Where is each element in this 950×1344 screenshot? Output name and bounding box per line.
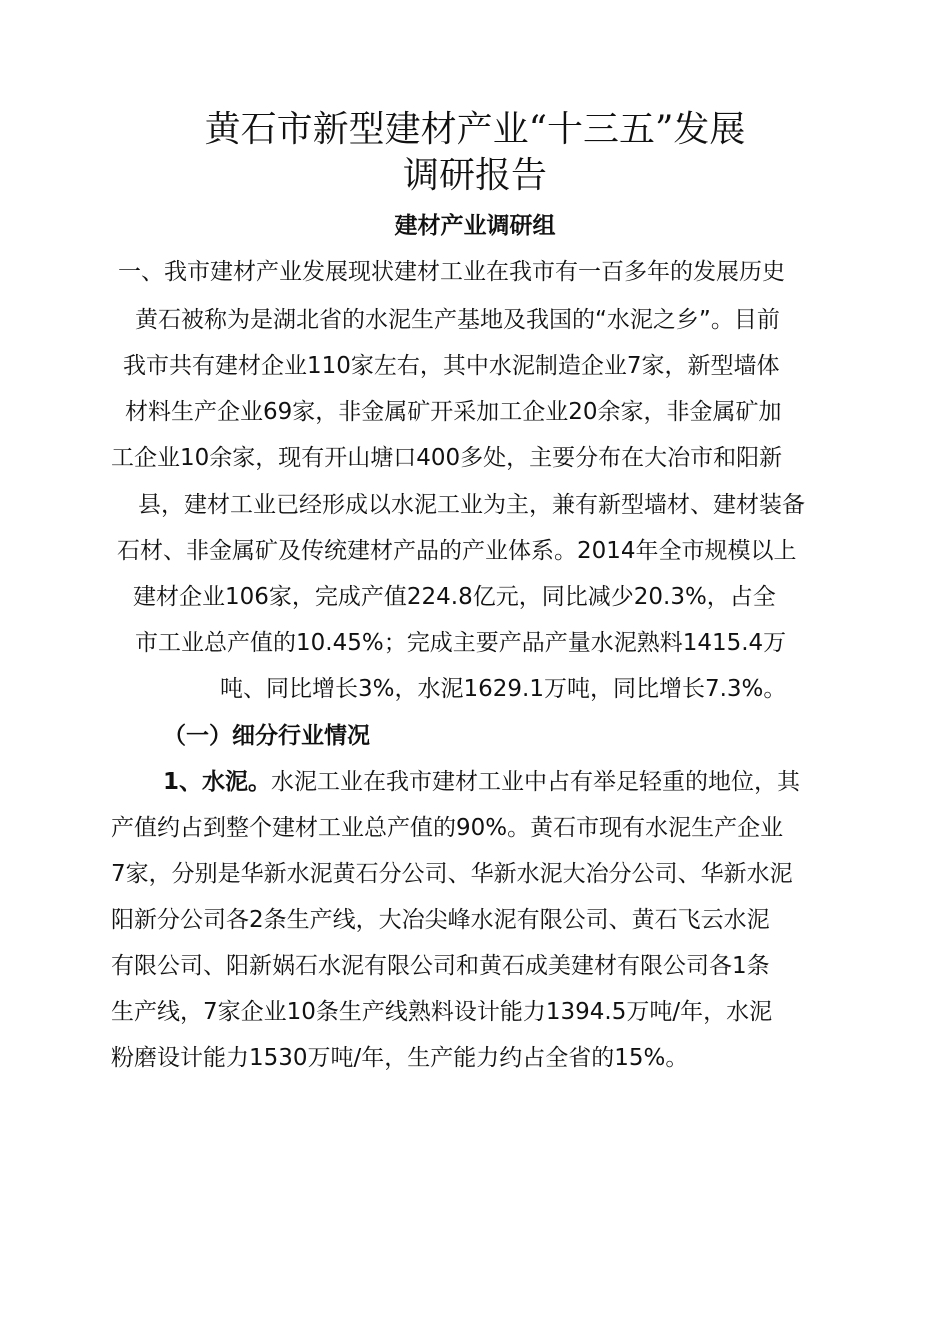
paragraph-line: 产值约占到整个建材工业总产值的90%。黄石市现有水泥生产企业 bbox=[111, 815, 784, 841]
paragraph-line: 生产线，7家企业10条生产线熟料设计能力1394.5万吨/年，水泥 bbox=[111, 999, 773, 1025]
paragraph-line: 建材企业106家，完成产值224.8亿元，同比减少20.3%，占全 bbox=[133, 584, 776, 610]
paragraph-line: 黄石被称为是湖北省的水泥生产基地及我国的“水泥之乡”。目前 bbox=[135, 307, 780, 333]
document-title-line-2: 调研报告 bbox=[402, 155, 547, 196]
paragraph-line: 有限公司、阳新娲石水泥有限公司和黄石成美建材有限公司各1条 bbox=[111, 953, 770, 979]
paragraph-line: 吨、同比增长3%，水泥1629.1万吨，同比增长7.3%。 bbox=[220, 676, 787, 702]
paragraph-line: 石材、非金属矿及传统建材产品的产业体系。2014年全市规模以上 bbox=[117, 538, 797, 564]
paragraph-line: 材料生产企业69家，非金属矿开采加工企业20余家，非金属矿加 bbox=[125, 399, 782, 425]
document-title-line-1: 黄石市新型建材产业“十三五”发展 bbox=[204, 109, 746, 150]
paragraph-line: 我市共有建材企业110家左右，其中水泥制造企业7家，新型墙体 bbox=[123, 353, 780, 379]
paragraph-line: 县，建材工业已经形成以水泥工业为主，兼有新型墙材、建材装备 bbox=[138, 492, 805, 518]
paragraph-line: 市工业总产值的10.45%；完成主要产品产量水泥熟料1415.4万 bbox=[135, 630, 787, 656]
cement-label: 1、水泥。 bbox=[163, 769, 272, 795]
paragraph-line: 工企业10余家，现有开山塘口400多处，主要分布在大冶市和阳新 bbox=[111, 445, 783, 471]
paragraph-line: 一、我市建材产业发展现状建材工业在我市有一百多年的发展历史 bbox=[118, 259, 785, 285]
paragraph-line: 粉磨设计能力1530万吨/年，生产能力约占全省的15%。 bbox=[111, 1045, 689, 1071]
cement-first-line-text: 水泥工业在我市建材工业中占有举足轻重的地位，其 bbox=[271, 769, 801, 795]
paragraph-line bbox=[163, 766, 800, 798]
document-author: 建材产业调研组 bbox=[394, 213, 556, 239]
subsection-heading: （一）细分行业情况 bbox=[163, 723, 370, 749]
paragraph-line: 7家，分别是华新水泥黄石分公司、华新水泥大冶分公司、华新水泥 bbox=[111, 861, 793, 887]
paragraph-line: 阳新分公司各2条生产线，大冶尖峰水泥有限公司、黄石飞云水泥 bbox=[111, 907, 770, 933]
